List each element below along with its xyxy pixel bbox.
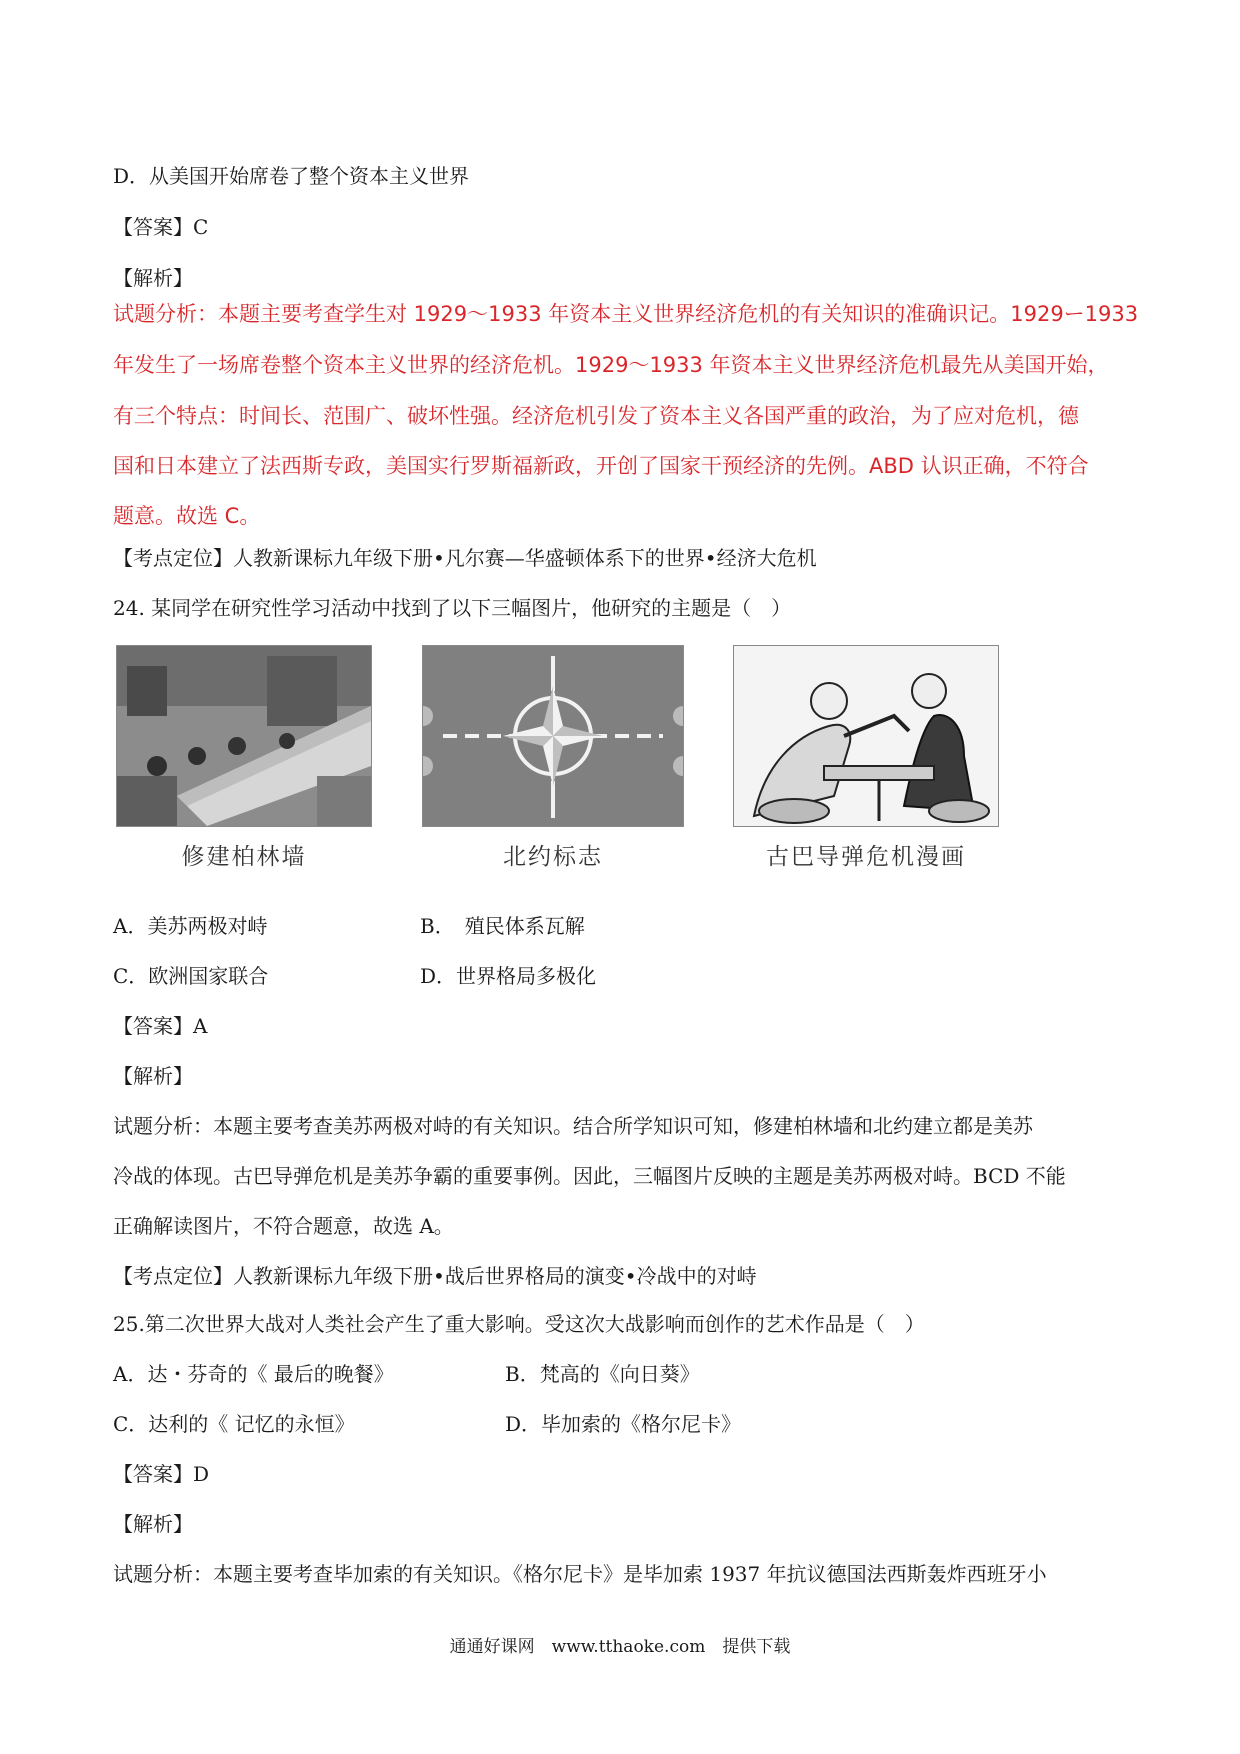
q24-analysis-line-2: 冷战的体现。古巴导弹危机是美苏争霸的重要事例。因此，三幅图片反映的主题是美苏两极对峙。BCD 不能 xyxy=(113,1164,1066,1188)
q24-option-d: D．世界格局多极化 xyxy=(420,964,597,988)
berlin-wall-photo xyxy=(116,645,372,827)
q24-answer: 【答案】A xyxy=(113,1014,208,1038)
q24-analysis-line-3: 正确解读图片，不符合题意，故选 A。 xyxy=(113,1214,454,1238)
q24-analysis-line-1: 试题分析：本题主要考查美苏两极对峙的有关知识。结合所学知识可知，修建柏林墙和北约建立都是美苏 xyxy=(113,1114,1033,1138)
cuban-missile-cartoon xyxy=(733,645,999,827)
caption-berlin-wall: 修建柏林墙 xyxy=(181,844,307,870)
q25-option-c: C．达利的《 记忆的永恒》 xyxy=(113,1412,355,1436)
q25-stem: 25.第二次世界大战对人类社会产生了重大影响。受这次大战影响而创作的艺术作品是（ ） xyxy=(113,1312,925,1336)
nato-logo-image xyxy=(422,645,684,827)
q25-option-b: B．梵高的《向日葵》 xyxy=(505,1362,700,1386)
page-footer: 通通好课网 www.tthaoke.com 提供下载 xyxy=(449,1637,791,1657)
q23-analysis-heading: 【解析】 xyxy=(113,266,193,290)
q24-option-a: A．美苏两极对峙 xyxy=(113,914,268,938)
q23-analysis-line-3: 有三个特点：时间长、范围广、破坏性强。经济危机引发了资本主义各国严重的政治，为了应对危机，德 xyxy=(113,404,1079,428)
q23-answer: 【答案】C xyxy=(113,215,209,239)
q23-analysis-line-1: 试题分析：本题主要考查学生对 1929～1933 年资本主义世界经济危机的有关知识的准确识记。1929ー1933 xyxy=(113,302,1139,326)
caption-cuban-missile: 古巴导弹危机漫画 xyxy=(766,844,966,870)
q25-analysis-line: 试题分析：本题主要考查毕加索的有关知识。《格尔尼卡》是毕加索 1937 年抗议德国法西斯轰炸西班牙小 xyxy=(113,1562,1047,1586)
q24-kaodian: 【考点定位】人教新课标九年级下册•战后世界格局的演变•冷战中的对峙 xyxy=(113,1264,757,1288)
q23-analysis-line-2: 年发生了一场席卷整个资本主义世界的经济危机。1929～1933 年资本主义世界经济危机最先从美国开始， xyxy=(113,353,1109,377)
q24-option-b: B． 殖民体系瓦解 xyxy=(420,914,585,938)
q25-answer: 【答案】D xyxy=(113,1462,210,1486)
q23-analysis-line-4: 国和日本建立了法西斯专政，美国实行罗斯福新政，开创了国家干预经济的先例。ABD 认识正确，不符合 xyxy=(113,454,1089,478)
q24-stem: 24. 某同学在研究性学习活动中找到了以下三幅图片，他研究的主题是（ ） xyxy=(113,596,792,620)
q23-kaodian: 【考点定位】人教新课标九年级下册•凡尔赛—华盛顿体系下的世界•经济大危机 xyxy=(113,546,817,570)
caption-nato-logo: 北约标志 xyxy=(503,844,603,870)
q24-option-c: C．欧洲国家联合 xyxy=(113,964,269,988)
q25-analysis-heading: 【解析】 xyxy=(113,1512,193,1536)
q25-option-d: D．毕加索的《格尔尼卡》 xyxy=(505,1412,742,1436)
q24-analysis-heading: 【解析】 xyxy=(113,1064,193,1088)
q25-option-a: A．达・芬奇的《 最后的晚餐》 xyxy=(113,1362,394,1386)
q23-option-d: D．从美国开始席卷了整个资本主义世界 xyxy=(113,164,470,188)
q23-analysis-line-5: 题意。故选 C。 xyxy=(113,504,261,528)
